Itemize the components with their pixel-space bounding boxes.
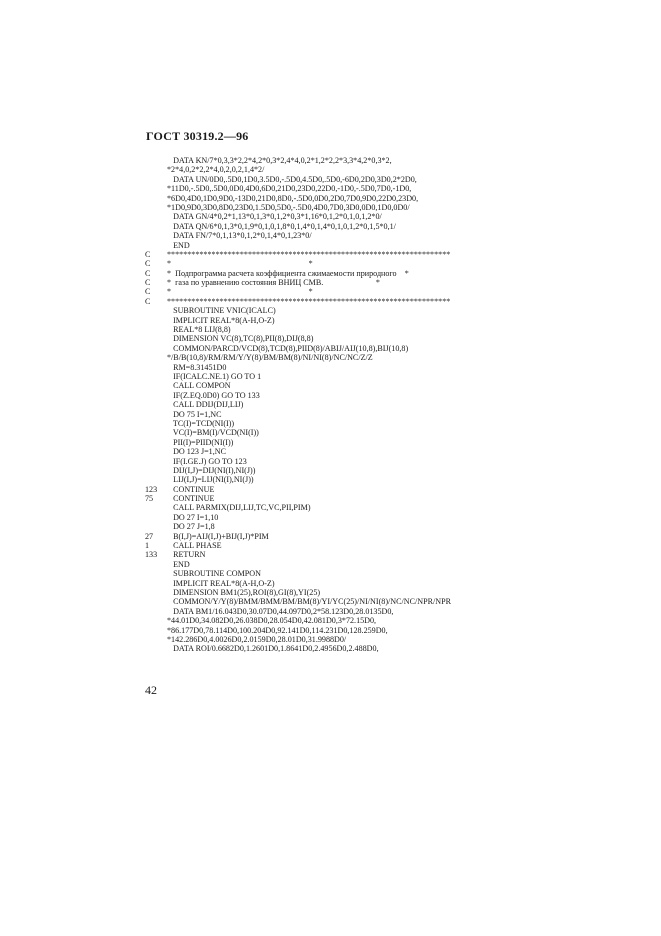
code-line — [145, 175, 475, 184]
code-text: * * — [167, 287, 313, 297]
line-label: C — [145, 296, 151, 306]
code-line — [145, 485, 475, 494]
code-line — [145, 626, 475, 635]
code-line — [145, 316, 475, 325]
code-line — [145, 588, 475, 597]
code-text: *44.01D0,34.082D0,26.038D0,28.054D0,42.081D0,3*72.15D0, — [167, 616, 377, 626]
code-line — [145, 334, 475, 343]
code-text: DO 75 I=1,NC — [167, 409, 222, 419]
code-text: DIMENSION BM1(25),ROI(8),GI(8),YI(25) — [167, 587, 321, 597]
code-line — [145, 503, 475, 512]
code-line — [145, 513, 475, 522]
code-text: CONTINUE — [167, 484, 215, 494]
code-text: *142.286D0,4.0026D0,2.0159D0,28.01D0,31.9988D0/ — [167, 634, 347, 644]
code-text: DATA UN/0D0,.5D0,1D0,3.5D0,-.5D0,4.5D0,.5D0,-6D0,2D0,3D0,2*2D0, — [167, 174, 417, 184]
code-line — [145, 194, 475, 203]
code-text: */B/B(10,8)/RM/RM/Y/Y(8)/BM/BM(8)/NI/NI(8)/NC/NC/Z/Z — [167, 353, 373, 363]
code-text: END — [167, 240, 190, 250]
code-line — [145, 372, 475, 381]
code-line — [145, 391, 475, 400]
code-line — [145, 269, 475, 278]
code-line — [145, 419, 475, 428]
code-text: DO 27 J=1,8 — [167, 522, 215, 532]
code-line — [145, 410, 475, 419]
code-text: RM=8.31451D0 — [167, 362, 227, 372]
code-line — [145, 644, 475, 653]
code-text: TC(I)=TCD(NI(I)) — [167, 418, 235, 428]
code-text: DIMENSION VC(8),TC(8),PII(8),DIJ(8,8) — [167, 334, 314, 344]
code-text: * Подпрограмма расчета коэффициента сжимаемости природного * — [167, 268, 409, 278]
code-text: RETURN — [167, 550, 206, 560]
code-line — [145, 569, 475, 578]
code-line — [145, 259, 475, 268]
code-text: DATA GN/4*0,2*1,13*0,1,3*0,1,2*0,3*1,16*0,1,2*0,1,0,1,2*0/ — [167, 212, 382, 222]
line-label: C — [145, 287, 151, 297]
page-number: 42 — [145, 683, 157, 697]
code-line — [145, 363, 475, 372]
code-text: CALL COMPON — [167, 381, 231, 391]
code-text: IF(I.GE.J) GO TO 123 — [167, 456, 247, 466]
code-line — [145, 475, 475, 484]
code-text: *2*4,0,2*2,2*4,0,2,0,2,1,4*2/ — [167, 165, 265, 175]
code-text: END — [167, 559, 190, 569]
code-text: CONTINUE — [167, 494, 215, 504]
code-text: REAL*8 LIJ(8,8) — [167, 325, 231, 335]
code-line — [145, 381, 475, 390]
code-text: SUBROUTINE COMPON — [167, 569, 261, 579]
code-line — [145, 428, 475, 437]
code-line — [145, 522, 475, 531]
code-text: *86.177D0,78.114D0,100.204D0,92.141D0,114.231D0,128.259D0, — [167, 625, 388, 635]
code-line — [145, 541, 475, 550]
code-text: IMPLICIT REAL*8(A-H,O-Z) — [167, 578, 275, 588]
code-text: B(I,J)=AIJ(I,J)+BIJ(I,J)*PIM — [167, 531, 269, 541]
code-text: COMMON/PARCD/VCD(8),TCD(8),PIID(8)/ABIJ/AIJ(10,8),BIJ(10,8) — [167, 343, 409, 353]
code-line — [145, 579, 475, 588]
code-text: IF(ICALC.NE.1) GO TO 1 — [167, 371, 262, 381]
code-line — [145, 607, 475, 616]
page-header: ГОСТ 30319.2—96 — [146, 129, 249, 143]
line-label: 123 — [145, 484, 158, 494]
code-line — [145, 287, 475, 296]
code-line — [145, 278, 475, 287]
code-text: COMMON/Y/Y(8)/BMM/BMM/BM/BM(8)/YI/YC(25)/NI/NI(8)/NC/NC/NPR/NPR — [167, 597, 451, 607]
code-listing — [145, 156, 475, 654]
code-line — [145, 400, 475, 409]
code-text: * газа по уравнению состояния ВНИЦ СМВ. * — [167, 278, 380, 288]
code-line — [145, 250, 475, 259]
code-text: DIJ(I,J)=DIJ(NI(I),NI(J)) — [167, 465, 256, 475]
code-text: *11D0,-.5D0,.5D0,0D0,4D0,6D0,21D0,23D0,22D0,-1D0,-.5D0,7D0,-1D0, — [167, 184, 412, 194]
code-text: IF(Z.EQ.0D0) GO TO 133 — [167, 390, 260, 400]
code-text: DO 123 J=1,NC — [167, 447, 226, 457]
code-line — [145, 222, 475, 231]
code-line — [145, 597, 475, 606]
code-text: DATA BM1/16.043D0,30.07D0,44.097D0,2*58.123D0,28.0135D0, — [167, 606, 394, 616]
line-label: C — [145, 278, 151, 288]
code-text: DATA QN/6*0,1,3*0,1,9*0,1,0,1,8*0,1,4*0,1,4*0,1,0,1,2*0,1,5*0,1/ — [167, 221, 396, 231]
code-line — [145, 203, 475, 212]
line-label: 133 — [145, 550, 158, 560]
code-line — [145, 560, 475, 569]
line-label: 75 — [145, 494, 154, 504]
code-line — [145, 447, 475, 456]
code-line — [145, 457, 475, 466]
code-line — [145, 550, 475, 559]
code-text: ********************************************************************** — [167, 296, 451, 306]
code-text: CALL PARMIX(DIJ,LIJ,TC,VC,PII,PIM) — [167, 503, 311, 513]
code-line — [145, 616, 475, 625]
code-text: LIJ(I,J)=LIJ(NI(I),NI(J)) — [167, 475, 254, 485]
code-line — [145, 231, 475, 240]
code-text: *1D0,9D0,3D0,8D0,23D0,1.5D0,5D0,-.5D0,4D0,7D0,3D0,0D0,1D0,0D0/ — [167, 202, 410, 212]
code-line — [145, 344, 475, 353]
code-line — [145, 325, 475, 334]
line-label: C — [145, 249, 151, 259]
code-line — [145, 635, 475, 644]
code-line — [145, 297, 475, 306]
code-text: CALL DDIJ(DIJ,LIJ) — [167, 400, 244, 410]
code-line — [145, 241, 475, 250]
code-text: DATA FN/7*0,1,13*0,1,2*0,1,4*0,1,23*0/ — [167, 231, 312, 241]
code-line — [145, 306, 475, 315]
code-line — [145, 466, 475, 475]
code-text: *6D0,4D0,1D0,9D0,-13D0,21D0,8D0,-.5D0,0D0,2D0,7D0,9D0,22D0,23D0, — [167, 193, 419, 203]
line-label: 27 — [145, 531, 154, 541]
code-text: CALL PHASE — [167, 541, 222, 551]
line-label: C — [145, 268, 151, 278]
code-line — [145, 212, 475, 221]
code-line — [145, 165, 475, 174]
code-line — [145, 438, 475, 447]
code-line — [145, 532, 475, 541]
line-label: 1 — [145, 541, 150, 551]
code-line — [145, 353, 475, 362]
code-text: DATA ROI/0.6682D0,1.2601D0,1.8641D0,2.4956D0,2.488D0, — [167, 644, 379, 654]
code-text: DO 27 I=1,10 — [167, 512, 219, 522]
line-label: C — [145, 259, 151, 269]
code-text: IMPLICIT REAL*8(A-H,O-Z) — [167, 315, 275, 325]
code-line — [145, 156, 475, 165]
code-text: PII(I)=PIID(NI(I)) — [167, 437, 234, 447]
code-line — [145, 494, 475, 503]
code-text: SUBROUTINE VNIC(ICALC) — [167, 306, 276, 316]
code-text: ********************************************************************** — [167, 249, 451, 259]
code-text: * * — [167, 259, 313, 269]
code-text: DATA KN/7*0,3,3*2,2*4,2*0,3*2,4*4,0,2*1,2*2,2*3,3*4,2*0,3*2, — [167, 156, 392, 165]
code-line — [145, 184, 475, 193]
code-text: VC(I)=BM(I)/VCD(NI(I)) — [167, 428, 259, 438]
